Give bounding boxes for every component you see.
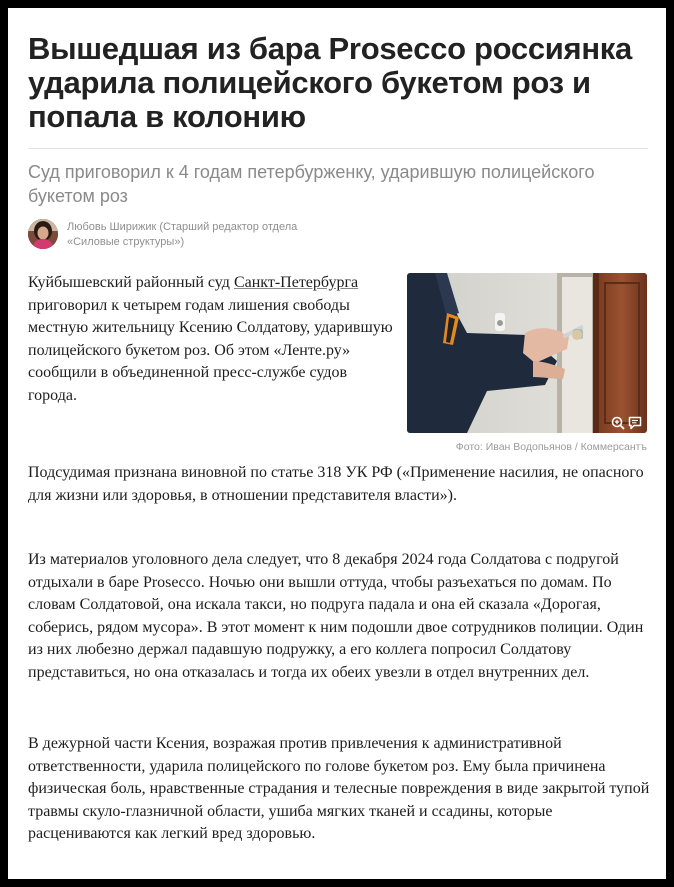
author-block[interactable] [28,219,428,251]
author-name[interactable] [67,220,367,250]
saint-petersburg-link[interactable]: Санкт-Петербурга [233,274,359,291]
author-avatar[interactable] [28,219,58,249]
paragraph-1-start: Куйбышевский районный суд [28,274,234,291]
author-name-line-1[interactable]: Любовь Ширижик (Старший редактор отдела [67,221,298,233]
article-page [8,8,666,879]
avatar-portrait-icon [28,219,58,249]
comment-icon[interactable] [628,416,642,430]
paragraph-4: В дежурной части Ксения, возражая против привлечения к административной ответственности, ударила полицейского по голове букетом роз. Ему была причинена физическая боль, нравственные страдания и телесные повреждения в виде закрытой тупой травмы скуло-глазничной области, ушиба мягких тканей и ссадины, которые расцениваются как легкий вред здоровью. [28,735,650,842]
article-image[interactable] [407,273,647,433]
photo-hand-opening-door-lock [407,273,647,433]
author-name-line-2[interactable]: «Силовые структуры») [67,236,185,248]
paragraph-1 [28,272,393,407]
paragraph-2: Подсудимая признана виновной по статье 318 УК РФ («Применение насилия, не опасного для жизни или здоровья, в отношении представителя власти»). [28,464,644,504]
article-subtitle: Суд приговорил к 4 годам петербурженку, ударившую полицейского букетом роз [28,162,595,206]
title-divider [28,148,648,149]
paragraph-3: Из материалов уголовного дела следует, что 8 декабря 2024 года Солдатова с подругой отдыхали в баре Prosecco. Ночью они вышли оттуда, чтобы разъехаться по домам. По словам Солдатовой, она искала такси, но подруга падала и она ей сказала «Дорогая, соберись, рядом мусора». В этот момент к ним подошли двое сотрудников полиции. Один из них любезно держал падавшую подружку, а его коллега попросил Солдатову представиться, но она отказалась и тогда их обеих увезли в отдел внутренних дел. [28,551,644,681]
zoom-in-icon[interactable] [611,416,625,430]
article-title: Вышедшая из бара Prosecco россиянка ударила полицейского букетом роз и попала в колонию [28,31,632,134]
image-caption: Фото: Иван Водопьянов / Коммерсантъ [455,441,647,453]
paragraph-1-end: приговорил к четырем годам лишения свободы местную жительницу Ксению Солдатову, ударившую полицейского букетом роз. Об этом «Ленте.ру» сообщили в объединенной пресс-службе судов города. [28,296,393,404]
